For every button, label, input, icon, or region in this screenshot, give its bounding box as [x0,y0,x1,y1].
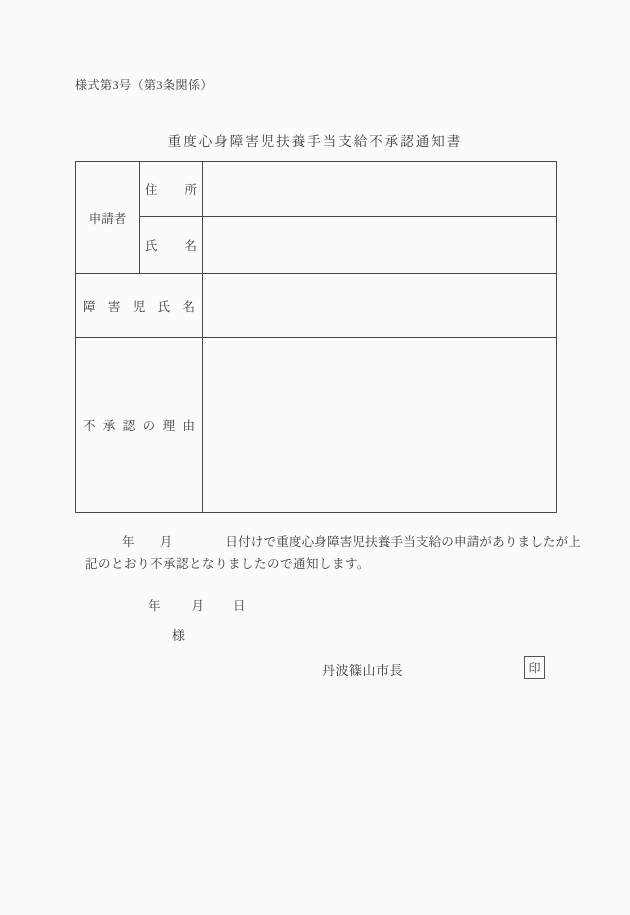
seal-label: 印 [528,661,541,675]
reason-label: 不 承 認 の 理 由 [83,419,195,433]
child-name-label: 障 害 児 氏 名 [83,299,195,314]
issue-date-line [148,596,246,614]
sender-title: 丹波篠山市長 [322,663,404,678]
form-number: 様式第3号（第3条関係） [75,78,214,92]
addressee-suffix: 様 [172,628,186,643]
address-label-cell [140,162,203,217]
table-row-child-name [76,274,557,338]
applicant-label: 申請者 [88,211,127,226]
issue-month-label: 月 [191,599,205,613]
issue-year-label: 年 [148,599,161,613]
reason-value-cell [203,338,557,513]
name-label-cell [140,217,203,274]
reason-label-cell [76,338,203,513]
application-table [75,161,557,513]
address-value-cell [203,162,557,217]
notice-month-label: 月 [159,535,173,549]
document-title: 重度心身障害児扶養手当支給不承認通知書 [167,134,463,149]
child-name-value-cell [203,274,557,338]
table-row-reason [76,338,557,513]
table-row-address [76,162,557,217]
issue-day-label: 日 [233,599,246,613]
child-name-label-cell [76,274,203,338]
applicant-label-cell [76,162,140,274]
seal-box [524,656,545,679]
notice-body-text: 日付けで重度心身障害児扶養手当支給の申請がありましたが上 [225,535,582,549]
notice-paragraph-line1 [122,532,581,550]
notice-year-label: 年 [122,535,135,549]
name-label: 氏 名 [145,239,197,253]
name-value-cell [203,217,557,274]
address-label: 住 所 [145,183,197,197]
table-row-name [76,217,557,274]
notice-paragraph-line2: 記のとおり不承認となりましたので通知します。 [85,557,371,571]
